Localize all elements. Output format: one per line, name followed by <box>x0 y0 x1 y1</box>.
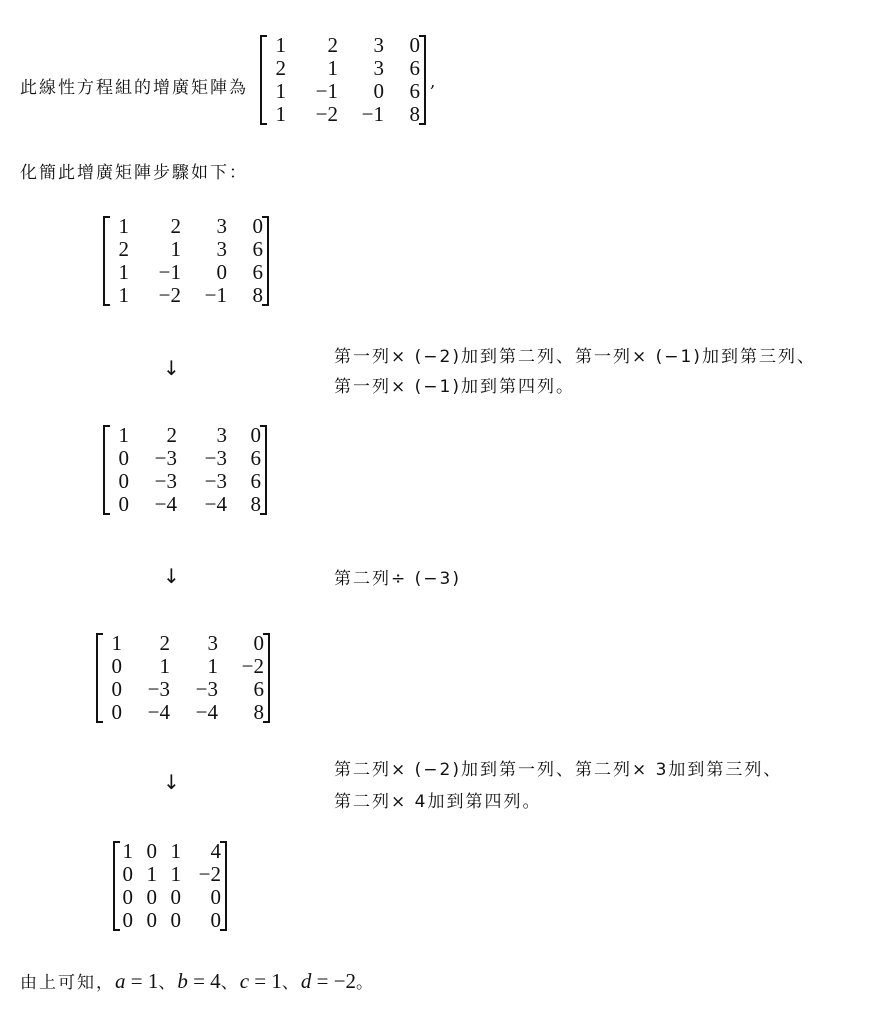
matrix-cell: −3 <box>195 677 218 701</box>
matrix-cell: 1 <box>170 862 181 886</box>
matrix-cell: 0 <box>122 908 133 932</box>
matrix-cell: 3 <box>373 56 384 80</box>
matrix-step-after-row2-divide <box>96 632 270 724</box>
conclusion-prefix: 由上可知， <box>20 973 115 993</box>
conclusion <box>20 968 375 994</box>
matrix-cell: −1 <box>158 260 181 284</box>
matrix-cell: 1 <box>118 283 129 307</box>
matrix-cell: −4 <box>204 492 227 516</box>
matrix-cell: 1 <box>159 654 170 678</box>
matrix-cell: 1 <box>122 839 133 863</box>
matrix-cell: 3 <box>207 631 218 655</box>
value-c: = 1 <box>249 969 282 993</box>
matrix-cell: 6 <box>252 260 263 284</box>
matrix-cell: −3 <box>154 446 177 470</box>
value-a: = 1 <box>125 969 159 993</box>
operation-3-line-2: 第二列× 4加到第四列。 <box>334 792 542 812</box>
matrix-cell: 1 <box>118 214 129 238</box>
matrix-cell: 6 <box>250 446 261 470</box>
matrix-cell: 2 <box>166 423 177 447</box>
matrix-cell: 0 <box>409 33 420 57</box>
matrix-cell: 8 <box>253 700 264 724</box>
matrix-step-original <box>103 215 269 307</box>
matrix-cell: 0 <box>250 423 261 447</box>
matrix-cell: −2 <box>315 102 338 126</box>
separator: 、 <box>158 973 178 993</box>
matrix-cell: 0 <box>111 654 122 678</box>
operation-1-line-2: 第一列× (−1)加到第四列。 <box>334 377 575 397</box>
matrix-cell: 1 <box>118 423 129 447</box>
matrix-cell: −4 <box>147 700 170 724</box>
value-d: = −2 <box>311 969 357 993</box>
matrix-cell: 2 <box>118 237 129 261</box>
down-arrow-icon: ↓ <box>163 564 180 588</box>
matrix-cell: 6 <box>252 237 263 261</box>
intro-comma: , <box>430 72 436 92</box>
matrix-cell: 1 <box>170 237 181 261</box>
matrix-cell: −2 <box>241 654 264 678</box>
matrix-cell: 0 <box>210 885 221 909</box>
matrix-cell: 1 <box>170 839 181 863</box>
separator: 。 <box>356 973 376 993</box>
matrix-cell: 3 <box>373 33 384 57</box>
intro-augmented-matrix <box>260 34 426 126</box>
var-a: a <box>115 969 126 993</box>
matrix-cell: 0 <box>146 885 157 909</box>
matrix-cell: 1 <box>275 33 286 57</box>
down-arrow-icon: ↓ <box>163 770 180 794</box>
matrix-cell: 2 <box>275 56 286 80</box>
down-arrow-icon: ↓ <box>163 356 180 380</box>
matrix-reduced-final <box>113 840 227 932</box>
var-c: c <box>239 969 250 993</box>
var-b: b <box>177 969 188 993</box>
matrix-cell: 3 <box>216 214 227 238</box>
matrix-cell: 1 <box>275 79 286 103</box>
matrix-cell: 6 <box>409 79 420 103</box>
matrix-cell: 3 <box>216 237 227 261</box>
matrix-cell: 0 <box>210 908 221 932</box>
matrix-cell: 0 <box>122 885 133 909</box>
matrix-step-after-row1-ops <box>103 424 267 516</box>
value-b: = 4 <box>187 969 221 993</box>
matrix-cell: 0 <box>118 492 129 516</box>
matrix-cell: 0 <box>373 79 384 103</box>
matrix-cell: −3 <box>154 469 177 493</box>
intro-text: 此線性方程組的增廣矩陣為 <box>20 78 248 98</box>
matrix-cell: 0 <box>111 700 122 724</box>
matrix-cell: −3 <box>204 446 227 470</box>
matrix-cell: 0 <box>170 885 181 909</box>
matrix-cell: 0 <box>170 908 181 932</box>
matrix-cell: 8 <box>252 283 263 307</box>
matrix-cell: 4 <box>210 839 221 863</box>
matrix-cell: 0 <box>146 908 157 932</box>
var-d: d <box>300 969 312 993</box>
matrix-cell: 2 <box>159 631 170 655</box>
matrix-cell: 0 <box>146 839 157 863</box>
matrix-cell: 8 <box>250 492 261 516</box>
matrix-cell: 1 <box>327 56 338 80</box>
matrix-cell: 0 <box>118 446 129 470</box>
matrix-cell: 0 <box>253 631 264 655</box>
matrix-cell: 1 <box>207 654 218 678</box>
operation-1-line-1: 第一列× (−2)加到第二列、第一列× (−1)加到第三列、 <box>334 347 816 367</box>
matrix-cell: −1 <box>361 102 384 126</box>
matrix-cell: −4 <box>154 492 177 516</box>
matrix-cell: −4 <box>195 700 218 724</box>
operation-3-line-1: 第二列× (−2)加到第一列、第二列× 3加到第三列、 <box>334 760 783 780</box>
operation-2-line-1: 第二列÷ (−3) <box>334 569 461 589</box>
matrix-cell: 2 <box>170 214 181 238</box>
matrix-cell: 1 <box>146 862 157 886</box>
matrix-cell: 6 <box>253 677 264 701</box>
matrix-cell: −3 <box>204 469 227 493</box>
matrix-cell: −1 <box>315 79 338 103</box>
matrix-cell: −2 <box>158 283 181 307</box>
matrix-cell: 1 <box>275 102 286 126</box>
matrix-cell: −3 <box>147 677 170 701</box>
matrix-cell: 0 <box>111 677 122 701</box>
separator: 、 <box>281 973 301 993</box>
steps-heading: 化簡此增廣矩陣步驟如下： <box>20 163 248 183</box>
matrix-cell: 6 <box>250 469 261 493</box>
separator: 、 <box>220 973 240 993</box>
matrix-cell: 3 <box>216 423 227 447</box>
matrix-cell: 1 <box>118 260 129 284</box>
matrix-cell: 1 <box>111 631 122 655</box>
matrix-cell: 2 <box>327 33 338 57</box>
matrix-cell: 0 <box>122 862 133 886</box>
matrix-cell: 8 <box>409 102 420 126</box>
matrix-cell: −2 <box>198 862 221 886</box>
matrix-cell: 0 <box>216 260 227 284</box>
matrix-cell: 0 <box>252 214 263 238</box>
matrix-cell: 0 <box>118 469 129 493</box>
matrix-cell: 6 <box>409 56 420 80</box>
matrix-cell: −1 <box>204 283 227 307</box>
